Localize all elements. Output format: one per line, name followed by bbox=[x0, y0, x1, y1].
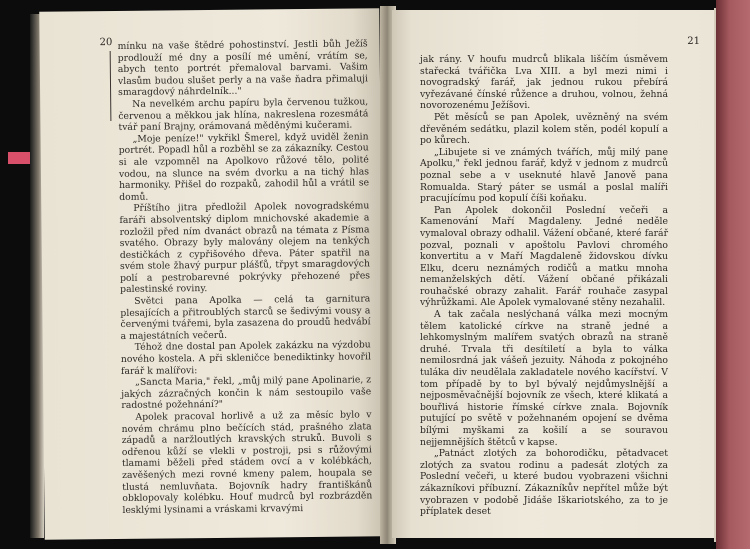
paragraph: mínku na vaše štědré pohostinství. Jestli bůh Ježíš prodlouží mé dny a posílí mé umění, vrátím se, abych tento portrét přemaloval barvami. Vašim vlasům budou slušet perly a na vaše ňadra přimaluji smaragdový náhrdelník..." bbox=[117, 38, 369, 99]
paragraph: „Moje peníze!" vykřikl Šmerel, když uviděl ženin portrét. Popadl hůl a rozběhl se za zákazníky. Cestou si ale vzpomněl na Apolkovo růžové tělo, polité vodou, na slunce na svém dvorku a na tichý hlas harmoniky. Přišel do rozpaků, zahodil hůl a vrátil se domů. bbox=[118, 131, 370, 203]
page-number-left: 20 bbox=[99, 37, 113, 49]
paragraph: Světci pana Apolka — celá ta garnitura plesajících a přitroublých starců se šedivými vousy a červenými tvářemi, byla zasazena do proudů hedvábí a majestátních večerů. bbox=[120, 293, 371, 342]
book-cover-edge bbox=[716, 0, 750, 549]
paragraph: A tak začala neslýchaná válka mezi mocným tělem katolické církve na straně jedné a lehkomyslným malířem svatých obrazů na straně druhé. Trvala tři desítiletí a byla to válka nemilosrdná jak vášeň jezuity. Náhoda z pokojného tuláka div neudělala zakladatele nového kacířství. V tom případě by to byl bývalý nejdůmyslnější a nejposměvačnější bojovník ze všech, které klikatá a bouřlivá historie římské církve znala. Bojovník putující po světě v požehnaném opojení se dvěma bílými myškami za košilí a se souravou nejjemnějších štětců v kapse. bbox=[420, 309, 668, 448]
paragraph: jak rány. V houfu mudrců blikala liščím úsměvem stařecká tvářička Lva XIII. a byl mezi nimi i novogradský farář, jak jednou rukou přebírá vyřezávané čínské růžence a druhou, volnou, žehná novorozenému Ježíšovi. bbox=[420, 54, 668, 112]
paragraph: Téhož dne dostal pan Apolek zakázku na výzdobu nového kostela. A při skleničce benediktinky hovořil farář k malířovi: bbox=[120, 339, 371, 377]
paragraph: „Sancta Maria," řekl, „můj milý pane Apolinarie, z jakých zázračných končin k nám sestoupilo vaše radostné požehnání?" bbox=[121, 374, 372, 412]
paragraph: „Patnáct zlotých za bohorodičku, pětadvacet zlotých za svatou rodinu a padesát zlotých za Poslední večeři, u které budou vyobrazeni všichni zákazníkovi příbuzní. Zákazníkův nepřítel může být vyobrazen v podobě Jidáše Iškariotského, za to je příplatek deset bbox=[420, 448, 668, 518]
page-number-right: 21 bbox=[687, 36, 700, 47]
paragraph: Na nevelkém archu papíru byla červenou tužkou, červenou a měkkou jak hlína, nakreslena rozesmátá tvář paní Brajny, orámovaná měděnými kučerami. bbox=[118, 96, 369, 134]
left-page-text bbox=[118, 38, 373, 516]
paragraph: Pan Apolek dokončil Poslední večeři a Kamenování Maří Magdaleny. Jedné neděle vymaloval obrazy odhalil. Vážení občané, které farář pozval, poznali v apoštolu Pavlovi chromého konvertitu a v Maří Magdaleně židovskou dívku Elku, dceru neznámých rodičů a matku mnoha nemanželských dětí. Vážení občané přikázali rouhačské obrazy zahalit. Farář rouhače zasypal výhrůžkami. Ale Apolek vymalované stěny nezahalil. bbox=[420, 204, 668, 309]
right-page-text bbox=[420, 54, 668, 518]
right-page bbox=[392, 10, 718, 538]
paragraph: Apolek pracoval horlivě a už za měsíc bylo v novém chrámu plno bečících stád, prašného zlata západů a naržloutlých kravských struků. Buvoli s odřenou kůží se vlekli v postroji, psi s růžovými tlamami běželi před stádem ovcí a v kolébkách, zavěšených mezi rovné kmeny palem, houpala se tlustá nemluvňata. Bojovník hadry františkánů obklopovaly kolébku. Houf mudrců byl rozbrázděn lesklými lysinami a vráskami krvavými bbox=[121, 409, 373, 516]
left-page bbox=[39, 8, 385, 540]
paragraph: Příštího jitra předložil Apolek novogradskému faráři absolventský diplom mnichovské akademie a rozložil před ním dvanáct obrazů na témata z Písma svatého. Obrazy byly malovány olejem na tenkých destičkách z cypřišového dřeva. Páter spatřil na svém stole žhavý purpur plášťů, třpyt smaragdových polí a pestrobarevné pokrývky přehozené přes palestinské roviny. bbox=[119, 200, 371, 296]
margin-mark bbox=[110, 51, 112, 121]
paragraph: „Libujete si ve známých tvářích, můj milý pane Apolku," řekl jednou farář, když v jednom z mudrců poznal sebe a v useknuté hlavě Janově pana Romualda. Starý páter se usmál a poslal malíři pracujícímu pod kopulí číši koňaku. bbox=[420, 146, 668, 205]
paragraph: Pět měsíců se pan Apolek, uvězněný na svém dřevěném sedátku, plazil kolem stěn, podél kopulí a po kůrech. bbox=[420, 111, 668, 147]
